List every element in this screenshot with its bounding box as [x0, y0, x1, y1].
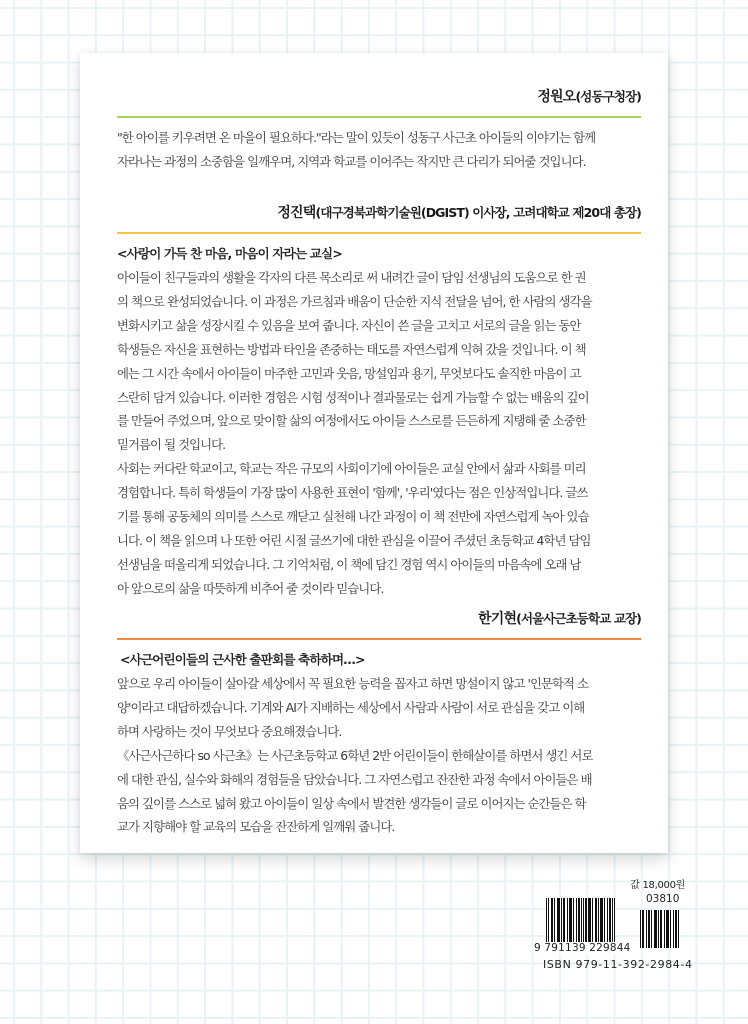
text-line: "한 아이를 키우려면 온 마을이 필요하다."라는 말이 있듯이 성동구 사근초 아이들의 이야기는 함께: [117, 130, 596, 145]
divider-green: [117, 116, 641, 118]
text-line: 사회는 커다란 학교이고, 학교는 작은 규모의 사회이기에 아이들은 교실 안에서 삶과 사회를 미리: [117, 461, 586, 477]
text-line: 밑거름이 될 것입니다.: [117, 437, 226, 453]
addon-barcode: [640, 910, 685, 948]
text-line: 변화시키고 삶을 성장시킬 수 있음을 보여 줍니다. 자신이 쓴 글을 고치고 서로의 글을 읽는 동안: [117, 317, 581, 333]
text-line: 스란히 담겨 있습니다. 이러한 경험은 시험 성적이나 결과물로는 쉽게 가늠할 수 없는 배움의 깊이: [117, 389, 589, 405]
endorsement-section-3: [117, 609, 641, 839]
text-line: 에는 그 시간 속에서 아이들이 마주한 고민과 웃음, 망설임과 용기, 무엇보다도 솔직한 마음이 고: [117, 365, 581, 381]
text-line: 교가 지향해야 할 교육의 모습을 잔잔하게 일깨워 줍니다.: [117, 819, 395, 835]
endorser-role: (서울사근초등학교 교장): [516, 611, 641, 626]
barcode-digits: 9 791139 229844: [534, 942, 631, 954]
endorser-name: 한기현: [478, 611, 517, 627]
endorsement-subtitle: <사근어린이들의 근사한 출판회를 축하하며…>: [120, 652, 365, 667]
text-line: 니다. 이 책을 읽으며 나 또한 어린 시절 글쓰기에 대한 관심을 이끌어 주셨던 초등학교 4학년 담임: [117, 532, 591, 548]
endorser-name: 정원오: [537, 89, 576, 105]
isbn-number: ISBN 979-11-392-2984-4: [543, 958, 693, 971]
endorsement-section-2: [117, 203, 641, 601]
text-line: 학생들은 자신을 표현하는 방법과 타인을 존중하는 태도를 자연스럽게 익혀 갔을 것입니다. 이 책: [117, 341, 586, 357]
divider-yellow: [117, 232, 641, 234]
text-line: 기를 통해 공동체의 의미를 스스로 깨닫고 실천해 나간 과정이 이 책 전반에 자연스럽게 녹아 있습: [117, 509, 589, 525]
text-line: 의 책으로 완성되었습니다. 이 과정은 가르침과 배움이 단순한 지식 전달을 넘어, 한 사람의 생각을: [117, 293, 592, 309]
endorsement-card: [80, 53, 668, 853]
endorsement-text: [117, 266, 641, 601]
endorsement-text: [117, 672, 641, 839]
addon-code: 03810: [646, 893, 680, 905]
endorser-heading: [117, 609, 641, 629]
text-line: 아 앞으로의 삶을 따뜻하게 비추어 줄 것이라 믿습니다.: [117, 580, 384, 596]
text-line: 움의 깊이를 스스로 넓혀 왔고 아이들이 일상 속에서 발견한 생각들이 글로 이어지는 순간들은 학: [117, 795, 586, 811]
endorser-heading: [117, 203, 641, 223]
text-line: 《사근사근하다 so 사근초》는 사근초등학교 6학년 2반 어린이들이 한해살이를 하면서 생긴 서로: [117, 747, 593, 763]
text-line: 경험합니다. 특히 학생들이 가장 많이 사용한 표현이 '함께', '우리'였다는 점은 인상적입니다. 글쓰: [117, 485, 588, 501]
text-line: 를 만들어 주었으며, 앞으로 맞이할 삶의 여정에서도 아이들 스스로를 든든하게 지탱해 줄 소중한: [117, 413, 586, 429]
text-line: 하며 사랑하는 것이 무엇보다 중요해졌습니다.: [117, 723, 342, 739]
text-line: 에 대한 관심, 실수와 화해의 경험들을 담았습니다. 그 자연스럽고 잔잔한 과정 속에서 아이들은 배: [117, 771, 592, 787]
endorser-role: (성동구청장): [575, 89, 641, 104]
divider-orange: [117, 638, 641, 640]
text-line: 양'이라고 대답하겠습니다. 기계와 AI가 지배하는 세상에서 사람과 사람이 서로 관심을 갖고 이해: [117, 699, 585, 715]
text-line: 선생님을 떠올리게 되었습니다. 그 기억처럼, 이 책에 담긴 경험 역시 아이들의 마음속에 오래 남: [117, 556, 581, 572]
endorsement-subtitle: <사랑이 가득 찬 마음, 마음이 자라는 교실>: [117, 246, 343, 261]
endorser-role: (대구경북과학기술원(DGIST) 이사장, 고려대학교 제20대 총장): [315, 205, 641, 220]
endorsement-section-1: [117, 87, 641, 174]
endorsement-text: [117, 126, 641, 174]
price-label: 값 18,000원: [630, 880, 685, 891]
isbn-barcode: [546, 898, 630, 948]
endorser-name: 정진택: [277, 205, 316, 221]
text-line: 아이들이 친구들과의 생활을 각자의 다른 목소리로 써 내려간 글이 담임 선생님의 도움으로 한 권: [117, 270, 586, 285]
endorser-heading: [117, 87, 641, 107]
text-line: 자라나는 과정의 소중함을 일깨우며, 지역과 학교를 이어주는 작지만 큰 다리가 되어줄 것입니다.: [117, 153, 586, 169]
text-line: 앞으로 우리 아이들이 살아갈 세상에서 꼭 필요한 능력을 꼽자고 하면 망설이지 않고 '인문학적 소: [117, 676, 589, 691]
